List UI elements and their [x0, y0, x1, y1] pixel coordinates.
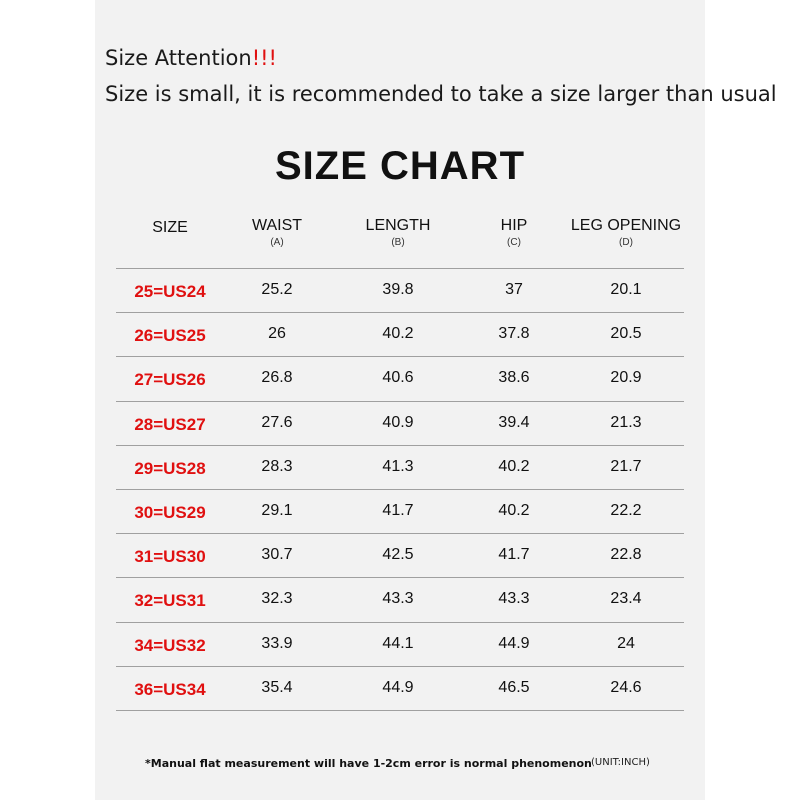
attention-heading	[105, 40, 777, 76]
cell-leg-opening: 22.8	[610, 546, 642, 564]
table-row	[0, 445, 800, 489]
row-divider	[116, 710, 684, 711]
cell-size: 34=US32	[134, 635, 206, 655]
size-attention-notice	[105, 40, 777, 112]
unit-label: (UNIT:INCH)	[591, 757, 650, 768]
cell-waist: 29.1	[261, 502, 293, 519]
cell-hip: 41.7	[498, 546, 530, 564]
cell-length: 43.3	[382, 590, 414, 608]
cell-length: 44.9	[382, 678, 414, 696]
attention-exclaim: !!!	[251, 46, 277, 70]
attention-title: Size Attention	[105, 46, 252, 70]
column-header-waist	[207, 216, 347, 250]
table-row	[0, 489, 800, 533]
table-row	[0, 312, 800, 356]
cell-leg-opening: 20.9	[610, 369, 642, 387]
cell-leg-opening: 24.6	[610, 678, 642, 696]
column-header-code: (C)	[507, 237, 521, 248]
cell-hip: 46.5	[498, 678, 530, 696]
cell-size: 27=US26	[134, 370, 206, 390]
cell-hip: 37.8	[498, 325, 530, 343]
cell-size: 28=US27	[134, 414, 206, 434]
cell-size: 30=US29	[134, 503, 206, 522]
cell-leg-opening: 24	[617, 634, 635, 652]
cell-waist: 28.3	[261, 457, 293, 475]
cell-waist: 30.7	[261, 546, 293, 564]
cell-leg-opening: 20.1	[610, 281, 642, 298]
cell-leg-opening: 22.2	[610, 502, 642, 519]
cell-size: 36=US34	[134, 679, 206, 699]
cell-waist: 32.3	[261, 590, 293, 608]
cell-length: 39.8	[382, 281, 414, 298]
cell-hip: 43.3	[498, 590, 530, 608]
cell-size: 32=US31	[134, 591, 206, 611]
column-header-label: SIZE	[152, 219, 188, 236]
cell-waist: 26	[268, 325, 286, 343]
cell-length: 42.5	[382, 546, 414, 564]
cell-length: 41.7	[382, 502, 414, 519]
cell-waist: 33.9	[261, 634, 293, 652]
cell-leg-opening: 23.4	[610, 590, 642, 608]
table-row	[0, 622, 800, 666]
cell-hip: 39.4	[498, 413, 530, 431]
cell-length: 40.6	[382, 369, 414, 387]
cell-length: 44.1	[382, 634, 414, 652]
cell-waist: 26.8	[261, 369, 293, 387]
cell-length: 41.3	[382, 457, 414, 475]
column-header-label: LENGTH	[365, 217, 431, 234]
column-header-code: (B)	[391, 237, 405, 248]
cell-length: 40.9	[382, 413, 414, 431]
cell-hip: 40.2	[498, 457, 530, 475]
column-header-label: WAIST	[251, 217, 303, 234]
column-header-label: LEG OPENING	[570, 217, 682, 234]
column-header-code: (D)	[619, 237, 633, 248]
table-header	[0, 216, 800, 260]
table-row	[0, 268, 800, 312]
cell-hip: 38.6	[498, 369, 530, 387]
column-header-label: HIP	[500, 217, 528, 234]
cell-size: 26=US25	[134, 326, 206, 346]
cell-leg-opening: 21.7	[610, 457, 642, 475]
cell-hip: 37	[505, 281, 523, 298]
column-header-code: (A)	[270, 237, 284, 248]
attention-message: Size is small, it is recommended to take a size larger than usual	[105, 82, 777, 106]
cell-waist: 25.2	[261, 281, 293, 298]
measurement-footnote: *Manual flat measurement will have 1-2cm error is normal phenomenon	[145, 757, 592, 770]
cell-waist: 35.4	[261, 678, 293, 696]
cell-size: 31=US30	[134, 547, 206, 567]
cell-waist: 27.6	[261, 413, 293, 431]
table-row	[0, 401, 800, 445]
cell-length: 40.2	[382, 325, 414, 343]
table-row	[0, 666, 800, 710]
cell-leg-opening: 21.3	[610, 413, 642, 431]
table-row	[0, 533, 800, 577]
cell-hip: 44.9	[498, 634, 530, 652]
cell-size: 29=US28	[134, 458, 206, 478]
table-row	[0, 356, 800, 400]
table-row	[0, 577, 800, 621]
cell-hip: 40.2	[498, 502, 530, 519]
cell-leg-opening: 20.5	[610, 325, 642, 343]
cell-size: 25=US24	[134, 282, 206, 301]
column-header-leg-opening	[556, 216, 696, 250]
page-title: SIZE CHART	[275, 144, 525, 188]
